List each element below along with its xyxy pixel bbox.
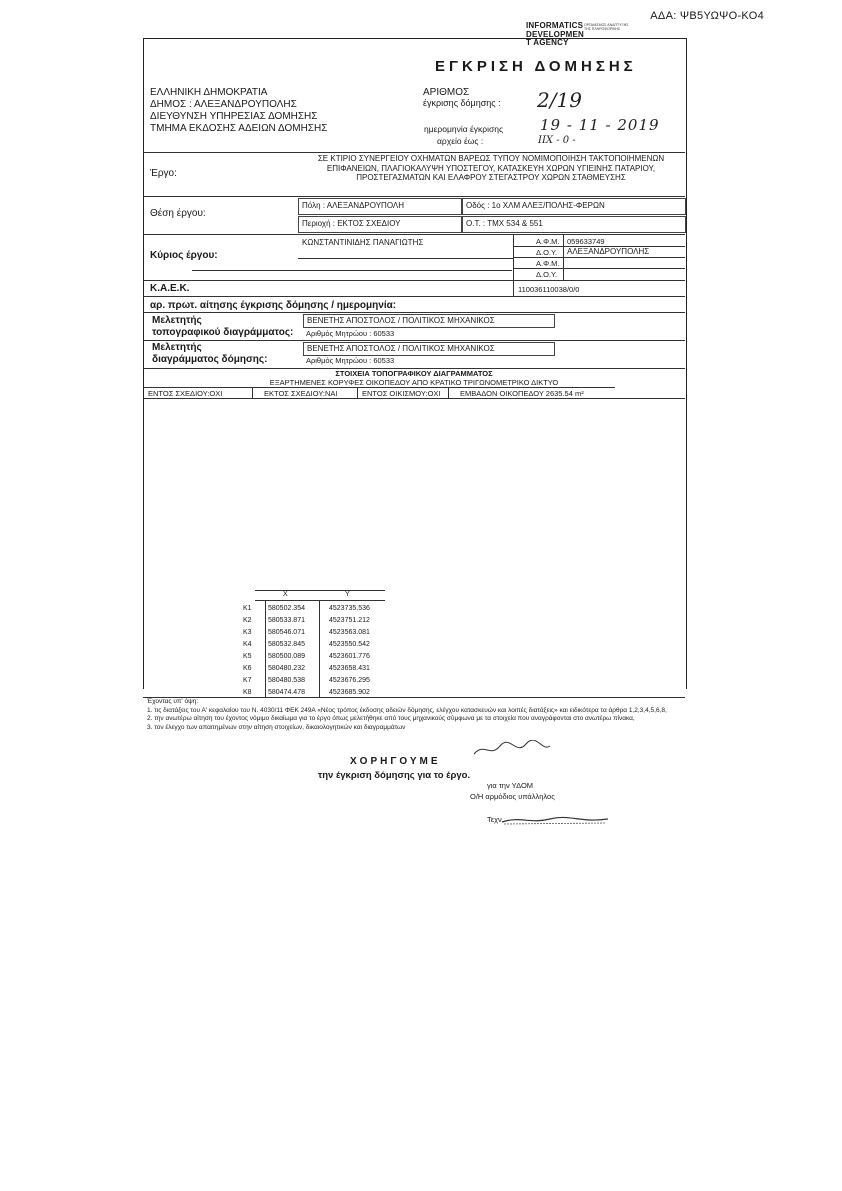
signature-scribble-icon <box>472 740 552 758</box>
point-id: K7 <box>243 677 252 684</box>
topo-divider <box>357 387 358 398</box>
signature-officer: Ο/Η αρμόδιος υπάλληλος <box>470 792 555 801</box>
point-id: K8 <box>243 689 252 696</box>
building-engineer-label <box>152 342 267 366</box>
topo-engineer-label <box>152 315 293 339</box>
coord-x: 580532.845 <box>268 641 305 648</box>
owner-grid-line <box>513 268 685 269</box>
coord-y: 4523735.536 <box>329 605 370 612</box>
point-id: K6 <box>243 665 252 672</box>
coord-y: 4523676.295 <box>329 677 370 684</box>
afm-label: Α.Φ.Μ. <box>536 237 560 246</box>
ada-code: ΑΔΑ: ΨΒ5ΥΩΨΟ-ΚΟ4 <box>650 10 764 22</box>
approval-number-label <box>423 88 501 108</box>
divider-line <box>143 196 685 197</box>
topo-engineer-label-2: τοπογραφικού διαγράμματος: <box>152 327 294 338</box>
topo-line <box>143 387 615 388</box>
topo-engineer-name: ΒΕΝΕΤΗΣ ΑΠΟΣΤΟΛΟΣ / ΠΟΛΙΤΙΚΟΣ ΜΗΧΑΝΙΚΟΣ <box>307 316 495 325</box>
area-value: Περιοχή : ΕΚΤΟΣ ΣΧΕΔΙΟΥ <box>302 219 401 228</box>
number-label-2: έγκρισης δόμησης : <box>423 98 501 108</box>
signature-stamp-icon <box>500 814 610 826</box>
table-row <box>243 653 385 664</box>
topo-in-plan: ΕΝΤΟΣ ΣΧΕΔΙΟΥ:ΟΧΙ <box>148 389 223 398</box>
building-engineer-name: ΒΕΝΕΤΗΣ ΑΠΟΣΤΟΛΟΣ / ΠΟΛΙΤΙΚΟΣ ΜΗΧΑΝΙΚΟΣ <box>307 344 495 353</box>
kaek-label: Κ.Α.Ε.Κ. <box>150 283 190 294</box>
archive-label: αρχείο έως : <box>437 136 484 146</box>
point-id: K2 <box>243 617 252 624</box>
doy-value: ΑΛΕΞΑΝΔΡΟΥΠΟΛΗΣ <box>567 247 650 256</box>
table-row <box>243 629 385 640</box>
divider-line <box>143 398 685 399</box>
coord-top-line <box>255 590 385 591</box>
coord-header-x: X <box>283 591 288 598</box>
city-value: Πόλη : ΑΛΕΞΑΝΔΡΟΥΠΟΛΗ <box>302 201 405 210</box>
topo-out-plan: ΕΚΤΟΣ ΣΧΕΔΙΟΥ:ΝΑΙ <box>264 389 338 398</box>
grant-word: ΧΟΡΗΓΟΥΜΕ <box>350 756 441 767</box>
topo-in-settlement: ΕΝΤΟΣ ΟΙΚΙΣΜΟΥ:ΟΧΙ <box>362 389 441 398</box>
issuer-line: ΤΜΗΜΑ ΕΚΔΟΣΗΣ ΑΔΕΙΩΝ ΔΟΜΗΣΗΣ <box>150 123 328 134</box>
topo-divider <box>252 387 253 398</box>
owner-underline <box>298 258 513 259</box>
owner-grid-line <box>513 257 685 258</box>
coord-y: 4523563.081 <box>329 629 370 636</box>
coord-y: 4523601.776 <box>329 653 370 660</box>
point-id: K1 <box>243 605 252 612</box>
grant-text: την έγκριση δόμησης για το έργο. <box>318 770 471 781</box>
coord-y: 4523751.212 <box>329 617 370 624</box>
coord-y: 4523550.542 <box>329 641 370 648</box>
ot-value: Ο.Τ. : ΤΜΧ 534 & 551 <box>466 219 543 228</box>
table-row <box>243 665 385 676</box>
divider-line <box>143 296 685 297</box>
logo-line-2: DEVELOPMEN <box>526 29 585 39</box>
topo-engineer-reg: Αριθμός Μητρώου : 60533 <box>306 329 395 338</box>
logo-fine-print: ΟΡΓΑΝΙΣΜΟΣ ΑΝΑΠΤΥΞΗΣ ΤΗΣ ΠΛΗΡΟΦΟΡΙΚΗΣ <box>584 23 629 31</box>
point-id: K3 <box>243 629 252 636</box>
afm-value: 059633749 <box>567 237 605 246</box>
coord-header-line <box>255 600 385 601</box>
note-3: 3. τον έλεγχο των απαιτημένων στην αίτηση στοιχείων, δικαιολογητικών και διαγραμμάτων <box>147 723 406 731</box>
notes-lead: Έχοντας υπ' όψη: <box>147 698 199 705</box>
owner-underline <box>192 270 512 271</box>
coord-x: 580474.478 <box>268 689 305 696</box>
coord-header-y: Y <box>345 591 350 598</box>
application-label: αρ. πρωτ. αίτησης έγκρισης δόμησης / ημερομηνία: <box>150 300 397 311</box>
approval-number-value: 2/19 <box>537 88 582 112</box>
building-engineer-label-1: Μελετητής <box>152 342 202 353</box>
coord-x: 580480.232 <box>268 665 305 672</box>
issuer-line: ΔΙΕΥΘΥΝΣΗ ΥΠΗΡΕΣΙΑΣ ΔΟΜΗΣΗΣ <box>150 111 318 122</box>
topo-engineer-label-1: Μελετητής <box>152 315 202 326</box>
coord-x: 580533.871 <box>268 617 305 624</box>
legal-notes <box>147 698 677 732</box>
divider-line <box>143 340 685 341</box>
table-row <box>243 641 385 652</box>
approval-date-label: ημερομηνία έγκρισης <box>424 124 504 134</box>
topo-plot-area: ΕΜΒΑΔΟΝ ΟΙΚΟΠΕΔΟΥ 2635.54 m² <box>460 389 584 398</box>
building-engineer-label-2: διαγράμματος δόμησης: <box>152 354 268 365</box>
page-title: ΕΓΚΡΙΣΗ ΔΟΜΗΣΗΣ <box>435 58 637 75</box>
coord-x: 580546.071 <box>268 629 305 636</box>
topo-subtitle: ΕΞΑΡΤΗΜΕΝΕΣ ΚΟΡΥΦΕΣ ΟΙΚΟΠΕΔΟΥ ΑΠΟ ΚΡΑΤΙΚΟ ΤΡΙΓΩΝΟΜΕΤΡΙΚΟ ΔΙΚΤΥΟ <box>269 378 559 387</box>
table-row <box>243 617 385 628</box>
signature-office: για την ΥΔΟΜ <box>487 781 534 790</box>
owner-name: ΚΩΝΣΤΑΝΤΙΝΙΔΗΣ ΠΑΝΑΓΙΩΤΗΣ <box>302 238 424 247</box>
doy2-label: Δ.Ο.Υ. <box>536 270 558 279</box>
logo-line-3: T AGENCY <box>526 38 569 47</box>
topo-title: ΣΤΟΙΧΕΙΑ ΤΟΠΟΓΡΑΦΙΚΟΥ ΔΙΑΓΡΑΜΜΑΤΟΣ <box>335 369 493 378</box>
approval-date-value: 19 - 11 - 2019 <box>540 116 660 134</box>
coord-x: 580500.089 <box>268 653 305 660</box>
number-label-1: ΑΡΙΘΜΟΣ <box>423 87 470 98</box>
topo-divider <box>448 387 449 398</box>
issuer-line: ΔΗΜΟΣ : ΑΛΕΞΑΝΔΡΟΥΠΟΛΗΣ <box>150 99 297 110</box>
location-label: Θέση έργου: <box>150 208 206 219</box>
street-value: Οδός : 1ο ΧΛΜ ΑΛΕΞ/ΠΟΛΗΣ-ΦΕΡΩΝ <box>466 201 605 210</box>
point-id: K4 <box>243 641 252 648</box>
archive-value: ΙΙΧ - 0 - <box>538 135 576 146</box>
doy-label: Δ.Ο.Υ. <box>536 248 558 257</box>
logo-line-1: INFORMATICS <box>526 21 584 30</box>
note-1: 1. τις διατάξεις του Α' κεφαλαίου του Ν. 4030/11 ΦΕΚ 249Α «Νέος τρόπος έκδοσης αδειών δόμησης, ελέγχου κατασκευών και λοιπές διατάξεις» και ειδικότερα τα άρθρα 1,2,3,4,5,6,8, <box>147 706 667 714</box>
coord-y: 4523658.431 <box>329 665 370 672</box>
kaek-divider <box>513 280 514 296</box>
table-row <box>243 605 385 616</box>
divider-line <box>143 152 685 153</box>
coord-y: 4523685.902 <box>329 689 370 696</box>
note-2: 2. την ανωτέρω αίτηση του έχοντος νόμιμο δικαίωμα για το έργο όπως μελετήθηκε από τους μηχανικούς σύμφωνα με τα στοιχεία που αναγράφονται στο ανωτέρω πίνακα, <box>147 715 635 722</box>
issuer-line: ΕΛΛΗΝΙΚΗ ΔΗΜΟΚΡΑΤΙΑ <box>150 87 268 98</box>
signature-tech: Τεχν. <box>487 815 504 824</box>
divider-line <box>143 280 685 281</box>
kaek-value: 110036110038/0/0 <box>518 285 580 294</box>
issuer-block <box>150 87 327 135</box>
divider-line <box>143 312 685 313</box>
building-engineer-reg: Αριθμός Μητρώου : 60533 <box>306 356 395 365</box>
divider-line <box>143 234 685 235</box>
afm2-label: Α.Φ.Μ. <box>536 259 560 268</box>
project-label: Έργο: <box>150 168 177 179</box>
point-id: K5 <box>243 653 252 660</box>
project-description: ΣΕ ΚΤΙΡΙΟ ΣΥΝΕΡΓΕΙΟΥ ΟΧΗΜΑΤΩΝ ΒΑΡΕΩΣ ΤΥΠΟΥ ΝΟΜΙΜΟΠΟΙΗΣΗ ΤΑΚΤΟΠΟΙΗΜΕΝΩΝ ΕΠΙΦΑΝΕΙΩΝ, ΠΛΑΓΙΟΚΑΛΥΨΗ ΥΠΟΣΤΕΓΟΥ, ΚΑΤΑΣΚΕΥΗ ΧΩΡΩΝ ΥΓΙΕΙΝΗΣ ΠΑΤΑΡΙΟΥ, ΠΡΟΣΤΕΓΑΣΜΑΤΩΝ ΚΑΙ ΕΛΑΦΡΟΥ ΣΤΕΓΑΣΤΡΟΥ ΧΩΡΩΝ ΣΤΑΘΜΕΥΣΗΣ <box>317 154 665 182</box>
coord-x: 580502.354 <box>268 605 305 612</box>
table-row <box>243 677 385 688</box>
coord-x: 580480.538 <box>268 677 305 684</box>
owner-label: Κύριος έργου: <box>150 250 218 261</box>
